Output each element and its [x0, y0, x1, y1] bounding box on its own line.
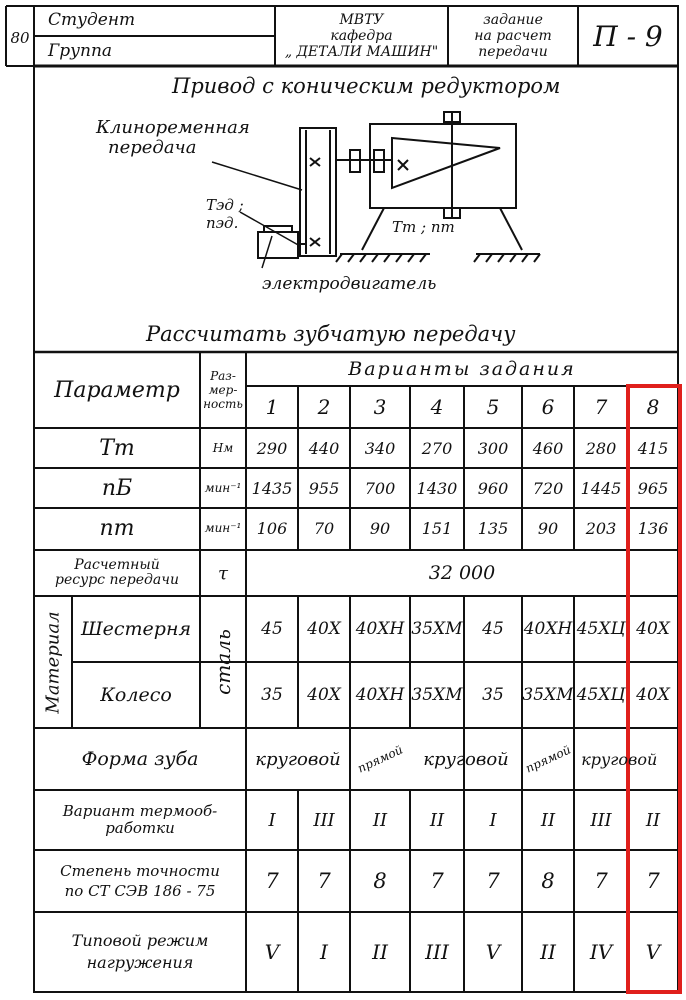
- wheel-material: 45ХЦ: [576, 685, 626, 705]
- param-value: 135: [477, 518, 509, 538]
- param-name: nБ: [101, 475, 133, 501]
- tooth-label: Форма зуба: [81, 748, 199, 770]
- param-value: 90: [537, 518, 559, 538]
- wheel-material: 40Х: [307, 685, 341, 705]
- accuracy-value: 8: [541, 869, 555, 893]
- wheel-label: Колесо: [100, 684, 172, 706]
- resource-label-2: ресурс передачи: [55, 572, 179, 588]
- gear-label: Шестерня: [80, 618, 192, 640]
- gear-material: 40ХН: [523, 619, 573, 639]
- variant-number: 2: [317, 395, 331, 419]
- sheet-code: П - 9: [593, 19, 663, 53]
- dept-line-2: кафедра: [330, 28, 393, 44]
- student-label: Студент: [48, 10, 136, 30]
- accuracy-label-1: Степень точности: [60, 862, 220, 880]
- output-params: Tт ; nт: [392, 218, 455, 236]
- load-label-2: нагружения: [86, 953, 194, 972]
- param-value: 965: [637, 478, 669, 498]
- param-value: 440: [308, 438, 340, 458]
- tooth-straight-2: [522, 728, 574, 790]
- variants-header: Варианты задания: [348, 358, 576, 380]
- tooth-circular-1: круговой: [255, 748, 341, 770]
- tooth-straight-1-text: прямой: [355, 742, 405, 776]
- param-value: 136: [637, 518, 669, 538]
- wheel-material: 35: [482, 685, 504, 705]
- param-value: 270: [421, 438, 453, 458]
- variant-number: 3: [373, 395, 387, 419]
- accuracy-value: 7: [646, 869, 660, 893]
- unit-header-3: ность: [203, 397, 243, 411]
- heat-value: III: [313, 809, 335, 831]
- assign-line-3: передачи: [478, 44, 548, 60]
- param-value: 1445: [580, 478, 622, 498]
- variant-number: 4: [430, 395, 444, 419]
- unit-header-2: мер-: [208, 383, 238, 397]
- dept-line-3: „ ДЕТАЛИ МАШИН": [284, 44, 439, 60]
- load-value: V: [264, 940, 280, 964]
- load-value: II: [372, 940, 388, 964]
- assign-line-2: на расчет: [474, 28, 552, 44]
- variant-number: 1: [265, 395, 279, 419]
- resource-label-1: Расчетный: [74, 557, 160, 573]
- param-unit: Нм: [212, 441, 234, 455]
- heat-value: I: [489, 809, 497, 831]
- param-unit: мин⁻¹: [204, 481, 242, 495]
- gear-material: 40Х: [307, 619, 341, 639]
- param-value: 151: [421, 518, 453, 538]
- material-group-label: Материал: [42, 610, 64, 714]
- motor-label: электродвигатель: [262, 274, 437, 294]
- param-value: 290: [256, 438, 288, 458]
- param-value: 340: [364, 438, 396, 458]
- motor-params: [206, 196, 244, 232]
- load-value: III: [425, 940, 449, 964]
- param-name: nт: [99, 515, 135, 541]
- tooth-circular-3b: вой: [628, 749, 658, 769]
- heat-value: II: [429, 809, 445, 831]
- param-value: 720: [532, 478, 564, 498]
- accuracy-value: 7: [265, 869, 279, 893]
- accuracy-value: 8: [373, 869, 387, 893]
- group-label: Группа: [48, 41, 113, 61]
- accuracy-value: 7: [430, 869, 444, 893]
- param-value: 1430: [416, 478, 458, 498]
- heat-label-2: работки: [105, 819, 175, 837]
- gear-material: 35ХМ: [411, 619, 463, 639]
- tooth-straight-2-text: прямой: [523, 742, 573, 776]
- dept-line-1: МВТУ: [339, 12, 384, 28]
- gear-material: 45: [261, 619, 283, 639]
- motor-torque: Тэд ;: [206, 196, 244, 214]
- drive-drawing: [212, 112, 540, 268]
- material-unit: [200, 596, 246, 728]
- tooth-circular-2: круговой: [423, 748, 509, 770]
- gear-material: 45ХЦ: [576, 619, 626, 639]
- param-header: Параметр: [54, 377, 180, 403]
- load-value: V: [485, 940, 501, 964]
- load-value: IV: [589, 940, 613, 964]
- param-value: 280: [585, 438, 617, 458]
- wheel-material: 35ХМ: [522, 685, 574, 705]
- resource-unit: τ: [218, 562, 228, 584]
- resource-label: [34, 550, 200, 596]
- accuracy-value: 7: [594, 869, 608, 893]
- accuracy-value: 7: [486, 869, 500, 893]
- assign-line-1: задание: [483, 12, 543, 28]
- wheel-material: 35ХМ: [411, 685, 463, 705]
- assignment-block: [448, 8, 578, 64]
- heat-value: I: [268, 809, 276, 831]
- param-value: 203: [585, 518, 617, 538]
- variant-number: 7: [594, 395, 608, 419]
- param-value: 1435: [251, 478, 293, 498]
- accuracy-value: 7: [317, 869, 331, 893]
- heat-value: II: [645, 809, 661, 831]
- load-value: II: [540, 940, 556, 964]
- tooth-circular-3a: круго: [581, 749, 628, 769]
- resource-value: 32 000: [428, 562, 496, 584]
- heat-value: II: [372, 809, 388, 831]
- belt-label-1: Клиноременная: [96, 117, 250, 138]
- belt-label: [96, 118, 250, 158]
- param-value: 70: [313, 518, 335, 538]
- belt-label-2: передача: [108, 137, 197, 158]
- wheel-material: 35: [261, 685, 283, 705]
- variant-number: 5: [486, 395, 500, 419]
- load-label: [34, 912, 246, 992]
- param-value: 460: [532, 438, 564, 458]
- motor-speed: nэд.: [206, 214, 239, 232]
- accuracy-label-2: по СТ СЭВ 186 - 75: [64, 882, 216, 900]
- material-group: [34, 596, 72, 728]
- heat-value: III: [590, 809, 612, 831]
- wheel-material: 40Х: [636, 685, 670, 705]
- gear-material: 40ХН: [355, 619, 405, 639]
- param-name: Tт: [99, 435, 135, 461]
- unit-header: [200, 354, 246, 426]
- unit-header-1: Раз-: [210, 369, 236, 383]
- material-unit-label: сталь: [211, 629, 235, 695]
- wheel-material: 40ХН: [355, 685, 405, 705]
- heat-label-1: Вариант термооб-: [62, 802, 218, 820]
- task-title: Рассчитать зубчатую передачу: [146, 322, 516, 346]
- param-value: 960: [477, 478, 509, 498]
- param-value: 955: [308, 478, 340, 498]
- gear-material: 45: [482, 619, 504, 639]
- department-block: [275, 8, 448, 64]
- heat-value: II: [540, 809, 556, 831]
- param-unit: мин⁻¹: [204, 521, 242, 535]
- param-value: 106: [256, 518, 288, 538]
- accuracy-label: [34, 850, 246, 912]
- gear-material: 40Х: [636, 619, 670, 639]
- load-value: V: [645, 940, 661, 964]
- sheet-number: 80: [10, 29, 30, 47]
- variant-number: 8: [646, 395, 660, 419]
- variant-number: 6: [541, 395, 555, 419]
- load-label-1: Типовой режим: [71, 931, 209, 950]
- param-value: 90: [369, 518, 391, 538]
- load-value: I: [320, 940, 328, 964]
- param-value: 300: [477, 438, 509, 458]
- heat-label: [34, 790, 246, 850]
- drawing-title: Привод с коническим редуктором: [172, 74, 561, 98]
- param-value: 700: [364, 478, 396, 498]
- tooth-straight-1: [350, 728, 410, 790]
- param-value: 415: [637, 438, 669, 458]
